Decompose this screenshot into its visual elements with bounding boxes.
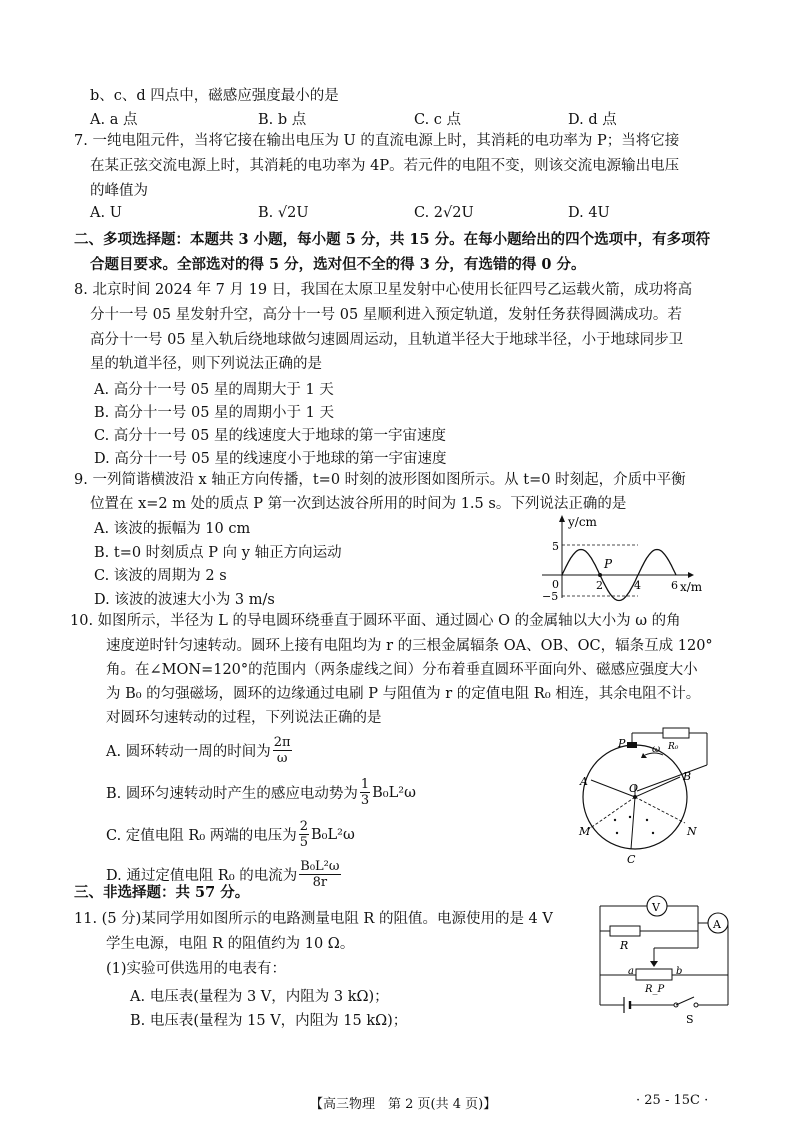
ammeter-label: A (713, 918, 721, 931)
x-tick-2: 2 (596, 579, 603, 592)
footer-code: · 25 - 15C · (636, 1093, 709, 1108)
x-axis-arrow (688, 572, 694, 578)
label-p: P (618, 737, 626, 750)
q10-option-b-text: B. 圆环匀速转动时产生的感应电动势为 (106, 786, 358, 802)
q11-option-b: B. 电压表(量程为 15 V，内阻为 15 kΩ)； (130, 1013, 408, 1029)
origin-label: 0 (552, 578, 559, 591)
q7-option-d: D. 4U (568, 205, 610, 221)
q10-option-d-fraction (299, 859, 340, 890)
q7-stem-line-1: 7. 一纯电阻元件，当将它接在输出电压为 U 的直流电源上时，其消耗的电功率为 P；当将它接 (74, 133, 680, 149)
brush-p (627, 742, 637, 748)
rotation-arrow-icon (641, 753, 647, 758)
spoke-ob (635, 777, 680, 797)
label-r0: R₀ (668, 742, 679, 752)
q10-option-a-text: A. 圆环转动一周的时间为 (106, 744, 271, 760)
q10-stem-line-3: 角。在∠MON=120°的范围内（两条虚线之间）分布着垂直圆环平面向外、磁感应强度大小 (106, 662, 698, 678)
switch-label: S (686, 1013, 694, 1026)
boundary-om (589, 797, 635, 829)
label-b: B (683, 770, 692, 783)
q7-stem-line-3: 的峰值为 (90, 183, 148, 199)
q6-option-d: D. d 点 (568, 112, 617, 128)
q10-option-c-text: C. 定值电阻 R₀ 两端的电压为 (106, 828, 297, 844)
q9-option-a: A. 该波的振幅为 10 cm (94, 521, 251, 537)
q10-option-b-denominator: 3 (360, 793, 370, 808)
q10-option-b (106, 777, 416, 808)
rheostat-rp (636, 969, 672, 980)
wire-to-axle (637, 765, 707, 791)
section2-heading-line-2: 合题目要求。全部选对的得 5 分，选对但不全的得 3 分，有选错的得 0 分。 (90, 256, 586, 273)
field-dot (652, 832, 654, 834)
q10-option-a-denominator: ω (276, 751, 288, 766)
q10-ring-figure (575, 725, 715, 865)
rheostat-a-label: a (628, 966, 634, 977)
q10-option-b-numerator: 1 (360, 777, 370, 792)
x-axis-label: x/m (680, 580, 703, 594)
voltmeter-label: V (652, 901, 660, 914)
q7-stem-line-2: 在某正弦交流电源上时，其消耗的电功率为 4P。若元件的电阻不变，则该交流电源输出电压 (90, 158, 680, 174)
q7-option-a: A. U (90, 205, 122, 221)
q11-stem-line-2: 学生电源，电阻 R 的阻值约为 10 Ω。 (106, 936, 355, 952)
q10-option-a (106, 735, 292, 766)
q11-circuit-figure (590, 893, 730, 1028)
point-p-label: P (604, 557, 613, 571)
field-dot (614, 819, 616, 821)
q9-option-c: C. 该波的周期为 2 s (94, 568, 227, 584)
q10-option-c-fraction (299, 819, 309, 850)
q8-option-c: C. 高分十一号 05 星的线速度大于地球的第一宇宙速度 (94, 428, 446, 444)
label-m: M (579, 825, 591, 838)
y-tick-neg5: −5 (542, 590, 559, 603)
label-n: N (687, 825, 697, 838)
q9-option-d: D. 该波的波速大小为 3 m/s (94, 592, 275, 608)
q6-stem-tail: b、c、d 四点中，磁感应强度最小的是 (90, 88, 339, 104)
switch-contact (694, 1003, 698, 1007)
q10-option-a-fraction (273, 735, 292, 766)
q9-stem-line-2: 位置在 x=2 m 处的质点 P 第一次到达波谷所用的时间为 1.5 s。下列说法正确的是 (90, 496, 627, 512)
section3-heading: 三、非选择题：共 57 分。 (74, 884, 250, 901)
q9-wave-graph (538, 512, 703, 603)
switch-lever (676, 997, 694, 1005)
label-omega: ω (652, 744, 661, 755)
q10-option-c-denominator: 5 (299, 835, 309, 850)
label-o: O (629, 782, 639, 795)
q10-option-b-fraction (360, 777, 370, 808)
q10-stem-line-1: 10. 如图所示，半径为 L 的导电圆环绕垂直于圆环平面、通过圆心 O 的金属轴以大小为 ω 的角 (70, 613, 681, 629)
q9-stem-line-1: 9. 一列简谐横波沿 x 轴正方向传播，t=0 时刻的波形图如图所示。从 t=0 时刻起，介质中平衡 (74, 472, 686, 488)
resistor-r-label: R (620, 939, 629, 952)
q10-option-c-post: B₀L²ω (311, 826, 355, 843)
resistor-r0 (663, 728, 689, 738)
y-axis-arrow (559, 515, 565, 522)
x-tick-4: 4 (634, 579, 641, 592)
q7-option-c: C. 2√2U (414, 205, 474, 221)
section2-heading-line-1: 二、多项选择题：本题共 3 小题，每小题 5 分，共 15 分。在每小题给出的四个选项中，有多项符 (74, 231, 711, 248)
q10-stem-line-5: 对圆环匀速转动的过程，下列说法正确的是 (106, 710, 382, 726)
q8-option-d: D. 高分十一号 05 星的线速度小于地球的第一宇宙速度 (94, 451, 447, 467)
x-tick-6: 6 (671, 579, 678, 592)
q11-option-a: A. 电压表(量程为 3 V，内阻为 3 kΩ)； (130, 989, 389, 1005)
q6-option-a: A. a 点 (90, 112, 138, 128)
q7-option-b: B. √2U (258, 205, 309, 221)
footer-page-info: 【高三物理 第 2 页(共 4 页)】 (310, 1097, 497, 1112)
y-axis-label: y/cm (568, 515, 597, 529)
y-tick-5: 5 (552, 540, 559, 553)
q8-stem-line-2: 分十一号 05 星发射升空，高分十一号 05 星顺利进入预定轨道，发射任务获得圆满成功。若 (90, 307, 682, 323)
field-dot (646, 819, 648, 821)
q11-stem-line-1: 11. (5 分)某同学用如图所示的电路测量电阻 R 的阻值。电源使用的是 4 V (74, 911, 553, 927)
resistor-r (610, 926, 640, 936)
q8-stem-line-1: 8. 北京时间 2024 年 7 月 19 日，我国在太原卫星发射中心使用长征四号乙运载火箭，成功将高 (74, 282, 693, 298)
q8-stem-line-4: 星的轨道半径，则下列说法正确的是 (90, 356, 322, 372)
spoke-oc (631, 797, 635, 849)
q10-option-b-post: B₀L²ω (372, 784, 416, 801)
q9-option-b: B. t=0 时刻质点 P 向 y 轴正方向运动 (94, 545, 342, 561)
q10-option-d-numerator: B₀L²ω (300, 859, 340, 874)
rheostat-rp-label: R_P (645, 984, 665, 995)
slider-arrow-icon (650, 961, 658, 967)
q10-stem-line-4: 为 B₀ 的匀强磁场，圆环的边缘通过电刷 P 与阻值为 r 的定值电阻 R₀ 相连，其余电阻不计。 (106, 686, 701, 702)
label-c: C (627, 853, 636, 866)
field-dot (616, 832, 618, 834)
q11-subquestion-1: (1)实验可供选用的电表有： (106, 961, 287, 977)
q6-option-b: B. b 点 (258, 112, 307, 128)
q10-option-c (106, 819, 355, 850)
q8-option-b: B. 高分十一号 05 星的周期小于 1 天 (94, 405, 334, 421)
q10-option-d-denominator: 8r (312, 875, 328, 890)
q10-option-a-numerator: 2π (273, 735, 291, 750)
point-p (598, 573, 602, 577)
q8-option-a: A. 高分十一号 05 星的周期大于 1 天 (94, 382, 334, 398)
q6-option-c: C. c 点 (414, 112, 462, 128)
q10-option-c-numerator: 2 (299, 819, 309, 834)
q10-option-d-text: D. 通过定值电阻 R₀ 的电流为 (106, 868, 298, 884)
rheostat-b-label: b (676, 966, 683, 977)
q8-stem-line-3: 高分十一号 05 星入轨后绕地球做匀速圆周运动，且轨道半径大于地球半径，小于地球同步卫 (90, 332, 684, 348)
field-dot (629, 816, 631, 818)
q10-stem-line-2: 速度逆时针匀速转动。圆环上接有电阻均为 r 的三根金属辐条 OA、OB、OC，辐条互成 120° (106, 638, 713, 654)
boundary-on (635, 797, 685, 823)
label-a: A (580, 775, 588, 788)
